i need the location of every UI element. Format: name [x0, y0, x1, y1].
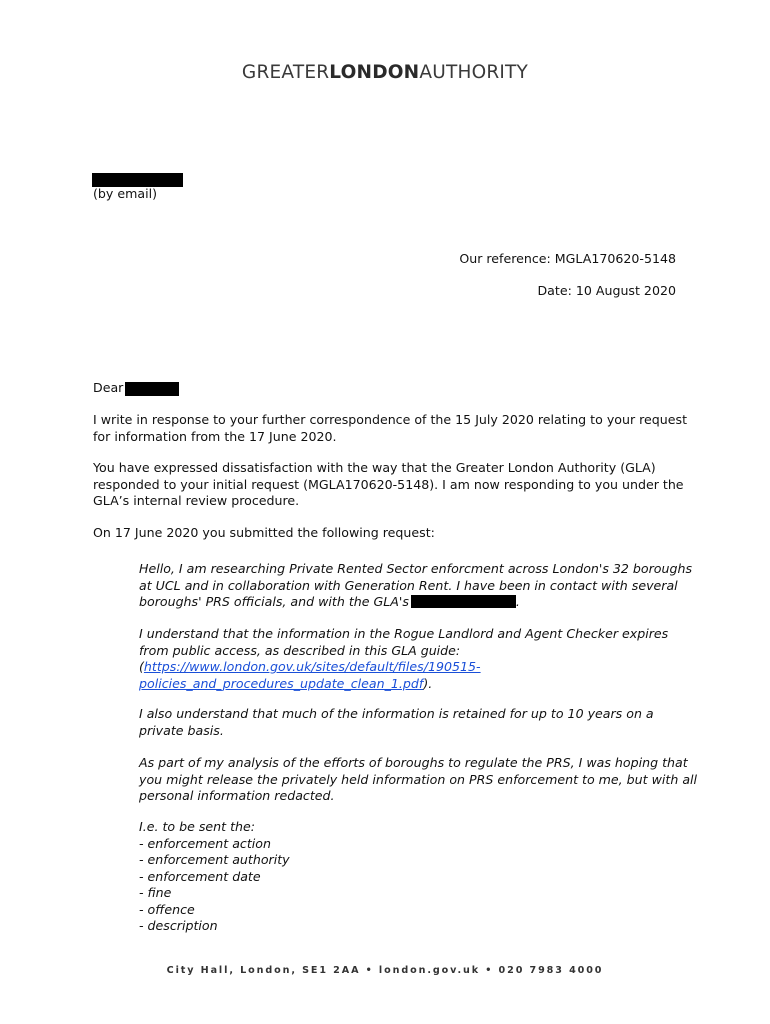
quote-line	[139, 659, 699, 676]
paragraph-2-line: responded to your initial request (MGLA170620-5148). I am now responding to you under the	[93, 476, 684, 492]
paragraph-3-line: On 17 June 2020 you submitted the following request:	[93, 525, 435, 540]
list-item: - enforcement authority	[139, 852, 290, 867]
quoted-request-part-3	[139, 706, 699, 739]
quote-line: private basis.	[139, 722, 224, 738]
requested-fields-list	[139, 819, 699, 935]
paragraph-1-line: for information from the 17 June 2020.	[93, 428, 337, 444]
list-item: - enforcement action	[139, 835, 271, 851]
quote-line: at UCL and in collaboration with Generation Rent. I have been in contact with several	[139, 577, 678, 593]
gla-logo	[0, 62, 770, 83]
quote-text: ).	[423, 675, 433, 691]
quote-text: .	[515, 594, 520, 609]
list-item: - fine	[139, 885, 172, 900]
quoted-request	[139, 561, 699, 611]
logo-authority: AUTHORITY	[419, 62, 529, 83]
our-reference: Our reference: MGLA170620-5148	[459, 251, 676, 266]
gla-guide-link[interactable]: https://www.london.gov.uk/sites/default/files/190515-	[143, 659, 481, 674]
list-item: - description	[139, 918, 218, 933]
quote-line: personal information redacted.	[139, 788, 335, 803]
redacted-recipient-name	[92, 173, 183, 187]
quoted-request-part-4	[139, 755, 699, 805]
quote-line: you might release the privately held information on PRS enforcement to me, but with all	[139, 771, 698, 787]
quote-line: As part of my analysis of the efforts of boroughs to regulate the PRS, I was hoping that	[139, 755, 688, 770]
logo-london: LONDON	[329, 62, 420, 83]
quote-line: from public access, as described in this GLA guide:	[139, 642, 461, 658]
quote-line	[139, 594, 699, 611]
quote-line: Hello, I am researching Private Rented Sector enforcment across London's 32 boroughs	[139, 561, 693, 576]
paragraph-3	[93, 525, 683, 542]
paragraph-2-line: You have expressed dissatisfaction with the way that the Greater London Authority (GLA)	[93, 460, 656, 475]
paragraph-1-line: I write in response to your further correspondence of the 15 July 2020 relating to your request	[93, 412, 688, 427]
delivery-method: (by email)	[93, 186, 158, 201]
quoted-request-part-2	[139, 626, 699, 692]
list-item: - offence	[139, 901, 195, 917]
list-intro: I.e. to be sent the:	[139, 819, 256, 834]
list-item: - enforcement date	[139, 868, 261, 884]
letter-date: Date: 10 August 2020	[537, 283, 676, 298]
footer-address: City Hall, London, SE1 2AA • london.gov.uk • 020 7983 4000	[166, 965, 604, 976]
paragraph-2-line: GLA’s internal review procedure.	[93, 493, 300, 508]
redacted-gla-contact	[411, 595, 516, 608]
salutation: Dear	[93, 380, 124, 395]
quote-line: I also understand that much of the information is retained for up to 10 years on a	[139, 706, 654, 721]
paragraph-1	[93, 412, 688, 445]
quote-text: (	[139, 659, 144, 674]
quote-text: boroughs' PRS officials, and with the GLA's	[139, 594, 409, 609]
redacted-salutation-name	[125, 382, 179, 396]
quote-line	[139, 676, 699, 693]
quote-line: I understand that the information in the Rogue Landlord and Agent Checker expires	[139, 626, 669, 641]
logo-greater: GREATER	[241, 62, 330, 83]
gla-guide-link-cont[interactable]: policies_and_procedures_update_clean_1.pdf	[139, 675, 424, 691]
paragraph-2	[93, 460, 683, 510]
